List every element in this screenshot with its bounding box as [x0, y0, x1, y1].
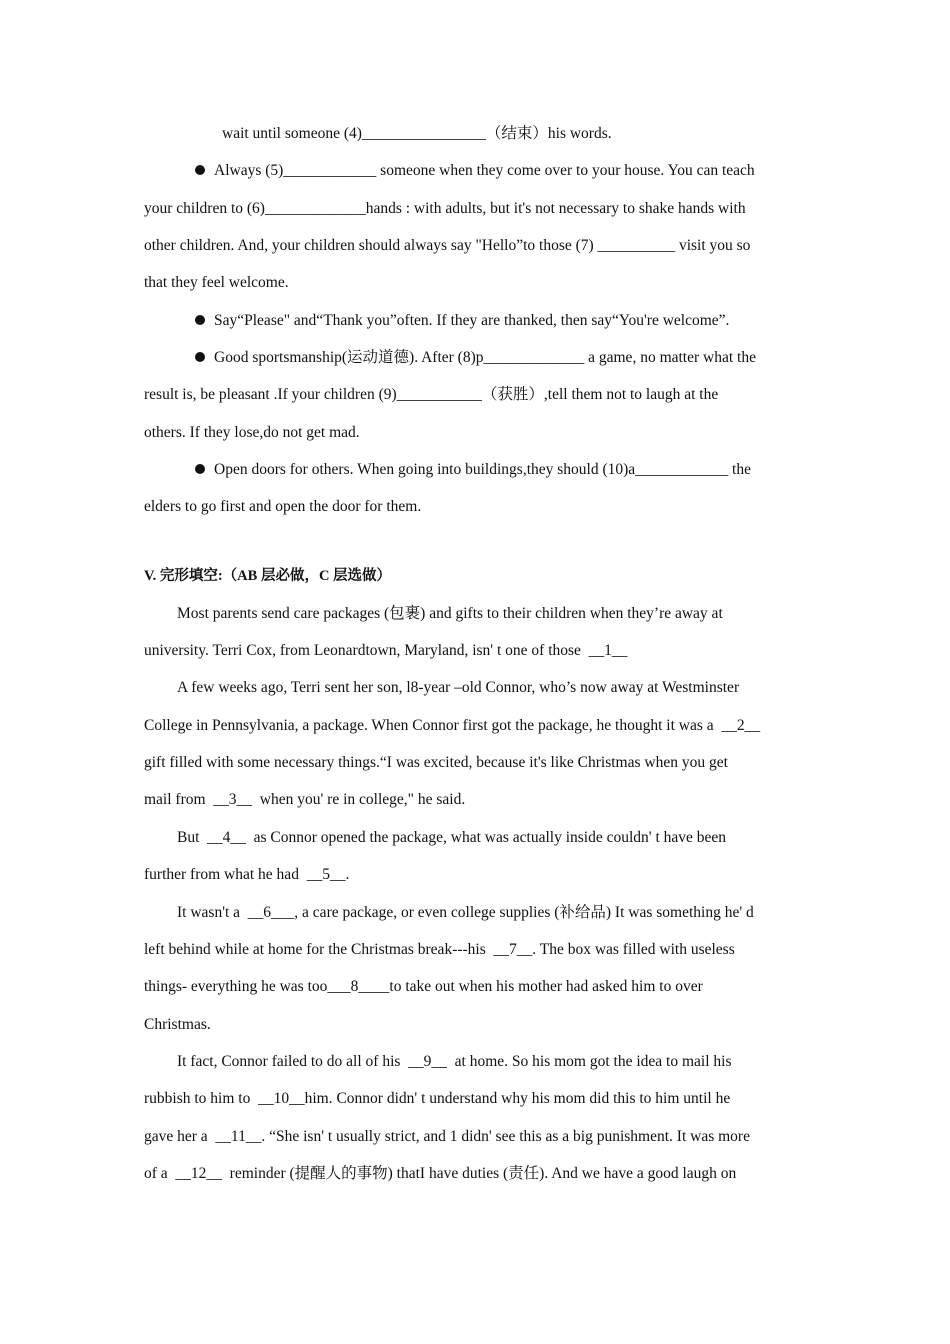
text-line: others. If they lose,do not get mad. [144, 424, 360, 441]
bullet-icon [195, 464, 205, 474]
text-line: Christmas. [144, 1016, 211, 1033]
text-line: other children. And, your children should always say "Hello”to those (7) __________ visit you so [144, 237, 751, 254]
bullet-item [195, 348, 756, 368]
text-line: university. Terri Cox, from Leonardtown, Maryland, isn' t one of those __1__ [144, 642, 628, 659]
text-line: Open doors for others. When going into buildings,they should (10)a____________ the [214, 461, 751, 478]
text-line: But __4__ as Connor opened the package, what was actually inside couldn' t have been [177, 829, 727, 846]
text-line: A few weeks ago, Terri sent her son, l8-year –old Connor, who’s now away at Westminster [177, 679, 740, 696]
text-line: Always (5)____________ someone when they come over to your house. You can teach [214, 162, 755, 179]
text-line: gift filled with some necessary things.“I was excited, because it's like Christmas when you get [144, 754, 728, 771]
text-line: left behind while at home for the Christmas break---his __7__. The box was filled with useless [144, 941, 735, 958]
bullet-item [195, 311, 729, 331]
bullet-item [195, 460, 751, 480]
text-line: further from what he had __5__. [144, 866, 350, 883]
text-line: wait until someone (4)________________（结束）his words. [222, 125, 612, 142]
text-line: Say“Please" and“Thank you”often. If they are thanked, then say“You're welcome”. [214, 312, 730, 329]
text-line: of a __12__ reminder (提醒人的事物) thatI have duties (责任). And we have a good laugh on [144, 1165, 737, 1182]
text-line: things- everything he was too___8____to take out when his mother had asked him to over [144, 978, 703, 995]
bullet-icon [195, 165, 205, 175]
bullet-icon [195, 352, 205, 362]
text-line: mail from __3__ when you' re in college," he said. [144, 791, 466, 808]
text-line: It fact, Connor failed to do all of his __9__ at home. So his mom got the idea to mail his [177, 1053, 732, 1070]
bullet-item [195, 161, 755, 181]
text-line: It wasn't a __6___, a care package, or even college supplies (补给品) It was something he' d [177, 904, 754, 921]
section-heading: V. 完形填空:（AB 层必做，C 层选做） [144, 568, 392, 584]
text-line: rubbish to him to __10__him. Connor didn' t understand why his mom did this to him until he [144, 1090, 731, 1107]
bullet-icon [195, 315, 205, 325]
text-line: gave her a __11__. “She isn' t usually strict, and 1 didn' see this as a big punishment. It was more [144, 1128, 750, 1145]
text-line: result is, be pleasant .If your children (9)___________（获胜）,tell them not to laugh at the [144, 386, 719, 403]
text-line: that they feel welcome. [144, 274, 289, 291]
text-line: Most parents send care packages (包裹) and gifts to their children when they’re away at [177, 605, 723, 622]
text-line: your children to (6)_____________hands : with adults, but it's not necessary to shake hands with [144, 200, 746, 217]
text-line: elders to go first and open the door for them. [144, 498, 422, 515]
text-line: Good sportsmanship(运动道德). After (8)p_____________ a game, no matter what the [214, 349, 756, 366]
text-line: College in Pennsylvania, a package. When Connor first got the package, he thought it was a __2__ [144, 717, 761, 734]
